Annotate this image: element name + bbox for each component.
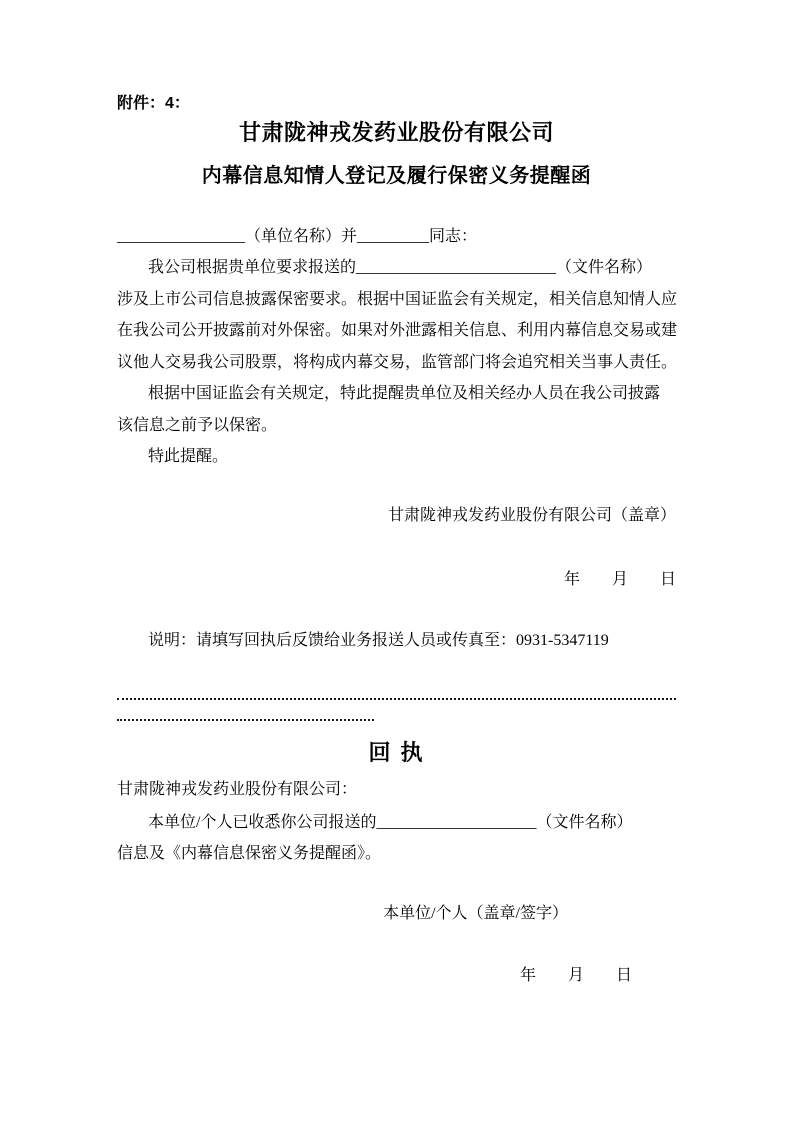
letter-paragraph1-line3: 在我公司公开披露前对外保密。如果对外泄露相关信息、利用内幕信息交易或建 — [117, 322, 678, 339]
receipt-date-line: 年 月 日 — [519, 967, 632, 984]
receipt-sign-label: 本单位/个人（盖章/签字） — [383, 905, 568, 922]
receipt-salutation: 甘肃陇神戎发药业股份有限公司： — [117, 781, 358, 798]
receipt-body-line1: 本单位/个人已收悉你公司报送的____________________（文件名称） — [148, 814, 633, 831]
letter-paragraph2-line1: 根据中国证监会有关规定，特此提醒贵单位及相关经办人员在我公司披露 — [148, 385, 661, 402]
letter-paragraph1-line2: 涉及上市公司信息披露保密要求。根据中国证监会有关规定，相关信息知情人应 — [117, 291, 678, 308]
letter-paragraph2-line2: 该信息之前予以保密。 — [117, 417, 278, 434]
letter-closing: 特此提醒。 — [148, 448, 229, 465]
letter-salutation-blank-line: ________________（单位名称）并_________同志： — [117, 228, 478, 245]
letter-company-seal-line: 甘肃陇神戎发药业股份有限公司（盖章） — [387, 507, 676, 524]
letter-paragraph1-line1: 我公司根据贵单位要求报送的_________________________（文件名称） — [148, 259, 653, 276]
document-title-company: 甘肃陇神戎发药业股份有限公司 — [238, 120, 554, 145]
dotted-divider-top — [117, 698, 676, 700]
receipt-heading: 回 执 — [368, 740, 425, 765]
letter-paragraph1-line4: 议他人交易我公司股票，将构成内幕交易，监管部门将会追究相关当事人责任。 — [117, 354, 678, 371]
document-title-subject: 内幕信息知情人登记及履行保密义务提醒函 — [201, 165, 592, 187]
letter-date-line: 年 月 日 — [563, 571, 676, 588]
attachment-label: 附件：4： — [117, 95, 190, 112]
letter-note: 说明：请填写回执后反馈给业务报送人员或传真至：0931-5347119 — [148, 632, 609, 649]
receipt-body-line2: 信息及《内幕信息保密义务提醒函》。 — [117, 845, 382, 862]
dotted-divider-bottom — [117, 719, 374, 721]
